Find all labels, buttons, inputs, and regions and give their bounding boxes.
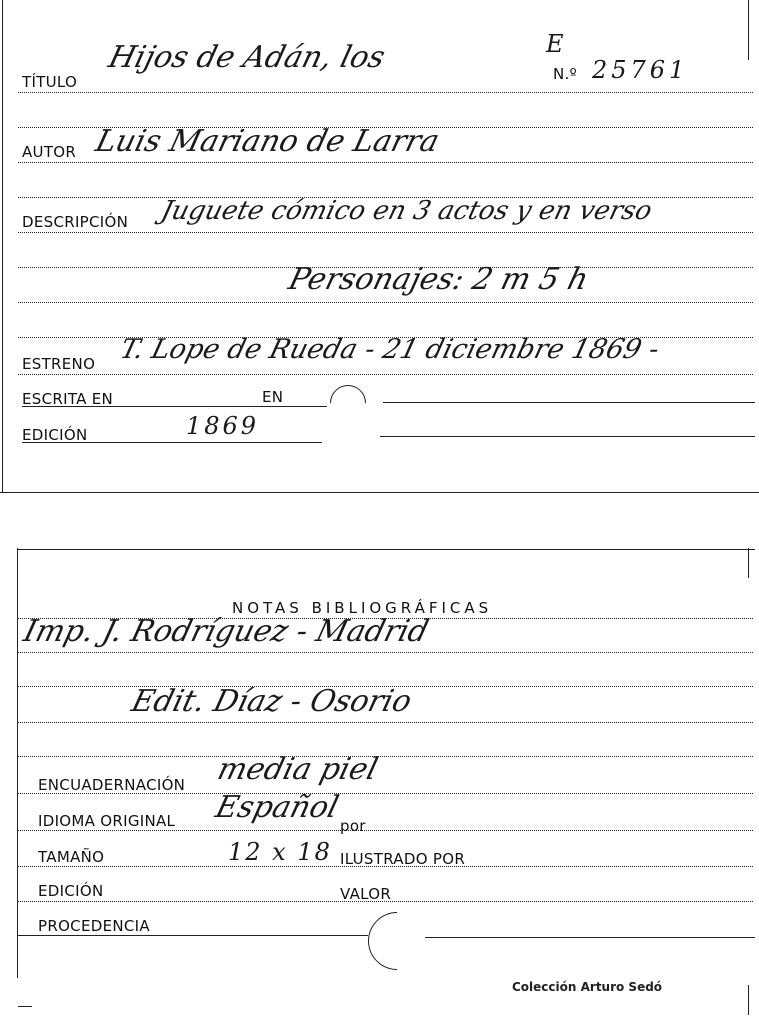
edicion-bottom-label: EDICIÓN: [38, 882, 104, 900]
number-value: 25761: [592, 56, 689, 84]
top-card-left-border: [2, 0, 3, 492]
line-b2: [18, 652, 753, 653]
descripcion-value: Juguete cómico en 3 actos y en verso: [158, 196, 656, 226]
footer-left-mark: [18, 1006, 32, 1007]
bottom-card-right-border: [748, 548, 749, 578]
descripcion-label: DESCRIPCIÓN: [22, 213, 129, 231]
encuadernacion-label: ENCUADERNACIÓN: [38, 776, 186, 794]
en-label: EN: [262, 388, 284, 406]
edicion-rule-b: [380, 436, 755, 437]
descripcion-rule: [18, 232, 753, 233]
titulo-rule: [18, 92, 753, 93]
edicion-label: EDICIÓN: [22, 426, 88, 444]
top-card-right-border: [748, 0, 749, 60]
idioma-value: Español: [212, 790, 343, 825]
procedencia-label: PROCEDENCIA: [38, 917, 150, 935]
line-b4: [18, 722, 753, 723]
estreno-rule: [18, 374, 753, 375]
autor-rule: [18, 162, 753, 163]
escrita-en-rule-a: [22, 406, 327, 407]
escrita-en-label: ESCRITA EN: [22, 390, 114, 408]
titulo-value: Hijos de Adán, los: [105, 40, 389, 75]
estreno-label: ESTRENO: [22, 355, 96, 373]
footer-right-mark: [748, 985, 749, 1015]
line-b5: [18, 756, 753, 757]
descripcion-value-2: Personajes: 2 m 5 h: [285, 262, 592, 297]
encuadernacion-rule: [18, 793, 753, 794]
escrita-en-rule-b: [383, 402, 755, 403]
tamano-value: 12 x 18: [228, 838, 332, 866]
ilustrado-label: ILUSTRADO POR: [340, 850, 466, 868]
procedencia-rule-b: [425, 937, 755, 938]
autor-value: Luis Mariano de Larra: [92, 124, 443, 159]
bottom-card-top-border: [17, 549, 755, 550]
idioma-label: IDIOMA ORIGINAL: [38, 812, 176, 830]
edicion-value: 1869: [186, 412, 260, 440]
procedencia-rule-a: [18, 935, 368, 936]
edicion-bottom-rule: [18, 901, 753, 902]
idioma-rule: [18, 830, 753, 831]
tamano-rule: [18, 866, 753, 867]
line-7: [18, 302, 753, 303]
valor-label: VALOR: [340, 885, 392, 903]
edicion-rule: [22, 442, 322, 443]
encuadernacion-value: media piel: [214, 752, 382, 787]
card-divider: [0, 492, 759, 493]
tamano-label: TAMAÑO: [38, 848, 105, 866]
coleccion-footer: Colección Arturo Sedó: [512, 980, 663, 994]
notas-label: NOTAS BIBLIOGRÁFICAS: [232, 599, 493, 617]
notas-value-1: Imp. J. Rodríguez - Madrid: [20, 614, 433, 649]
autor-label: AUTOR: [22, 143, 77, 161]
number-label: N.º: [553, 65, 577, 83]
notas-value-2: Edit. Díaz - Osorio: [128, 684, 416, 719]
number-mark: E: [546, 30, 564, 58]
punch-mark-bottom: [356, 900, 438, 982]
estreno-value: T. Lope de Rueda - 21 diciembre 1869 -: [117, 334, 663, 365]
por-label: por: [340, 817, 366, 835]
bottom-card-left-border: [17, 548, 18, 978]
punch-mark-top: [323, 378, 374, 429]
titulo-label: TÍTULO: [22, 73, 78, 91]
